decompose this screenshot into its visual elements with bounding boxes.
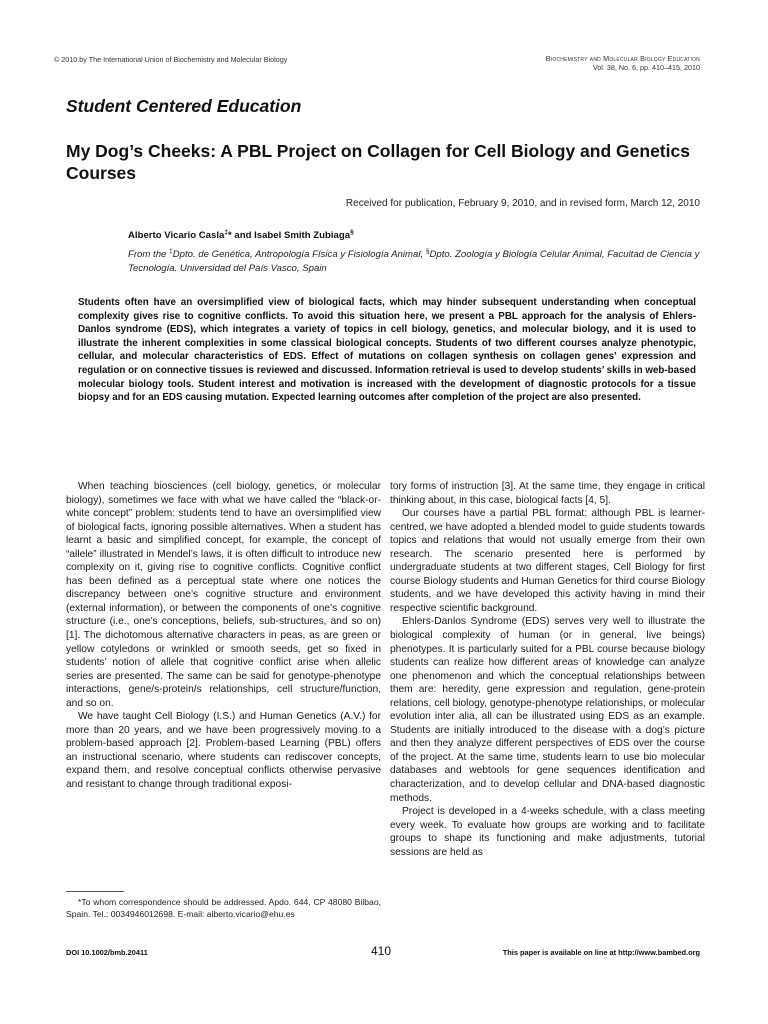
volume-info: Vol. 38, No. 6, pp. 410–415, 2010: [592, 63, 700, 72]
page-number: 410: [371, 944, 392, 958]
author-2-affil-mark: §: [350, 229, 354, 236]
doi: DOI 10.1002/bmb.20411: [66, 948, 148, 957]
section-title: Student Centered Education: [66, 96, 302, 116]
journal-header: [546, 54, 700, 72]
author-conjunction: and: [231, 230, 255, 242]
affiliation: [128, 245, 708, 276]
paragraph: tory forms of instruction [3]. At the same time, they engage in critical thinking about, in this case, biological facts [4, 5].: [390, 481, 705, 506]
paragraph: When teaching biosciences (cell biology, genetics, or molecular biology), sometimes we face with what we have called the “black-or-white concept” problem: students tend to have an oversimplified view of biological facts, ignoring possible alternatives. When a student has learnt a basic and simplified concept, for example, the concept of “allele” illustrated in Mendel’s laws, it is often difficult to introduce new complexity on it, giving rise to cognitive conflicts. Cognitive conflict has been defined as a perceptual state where one notices the discrepancy between one’s cognitive structure and environment (external information), or between the components of one’s cognitive structure (i.e., one’s conceptions, beliefs, sub-structures, and so on) [1]. The dichotomous alternative characters in peas, as are green or yellow cotyledons or wrinkled or smooth seeds, get so fixed in students’ notion of allele that cognitive conflict arise when allelic series are presented. The same can be said for genotype-phenotype interactions, gene/s-protein/s relationships, cell structure/function, and so on.: [66, 481, 381, 709]
journal-name: Biochemistry and Molecular Biology Education: [545, 54, 700, 63]
affil-mark-2: §: [425, 248, 430, 255]
footnote-text: *To whom correspondence should be addressed. Apdo. 644, CP 48080 Bilbao, Spain. Tel.: 0034946012698. E-mail: alberto.vicario@ehu.es: [66, 897, 381, 919]
paragraph: Our courses have a partial PBL format: although PBL is learner-centred, we have adopted a blended model to guide students towards topics and relations that would not usually emerge from their own research. The scenario presented here is performed by undergraduate students at two different stages, Cell Biology for first course Biology students and Human Genetics for third course Biology students, and we have developed this activity having in mind their respective scientific background.: [390, 508, 705, 614]
author-1-affil-mark: ‡: [224, 229, 228, 236]
article-title: My Dog’s Cheeks: A PBL Project on Collagen for Cell Biology and Genetics Courses: [66, 141, 690, 183]
author-line: [128, 229, 354, 241]
body-column-left: [66, 480, 381, 792]
paragraph: Project is developed in a 4-weeks schedule, with a class meeting every week. To evaluate how groups are working and to facilitate groups to shape its functioning and make adjustments, tutorial sessions are held as: [390, 806, 705, 858]
affil-dept-2: Dpto. Zoología y Biología Celular Animal, Facultad de Ciencia y Tecnología. Universidad del País Vasco, Spain: [128, 249, 700, 275]
paragraph: Ehlers-Danlos Syndrome (EDS) serves very well to illustrate the biological complexity of human (or in general, live beings) phenotypes. It is particularly suited for a PBL course because biology students can realize how different areas of knowledge can analyze one phenomenon and which the conceptual relationships between them are: heredity, gene expression and regulation, gene-protein relations, cell biology, genotype-phenotype relationships, or molecular evolution inter alia, all can be illustrated using EDS as an example. Students are initially introduced to the disease with a dog’s picture and then they analyze different perspectives of EDS over the course of the project. At the same time, students learn to use bio molecular databases and webtools for gene sequences identification and characterization, and to develop cellular and DNA-based diagnostic methods.: [390, 616, 705, 804]
body-column-right: [390, 480, 705, 859]
copyright-notice: © 2010 by The International Union of Biochemistry and Molecular Biology: [54, 55, 288, 64]
corresponding-star: *: [227, 230, 232, 242]
received-date: Received for publication, February 9, 2010, and in revised form, March 12, 2010: [345, 198, 700, 209]
footnote-divider: [66, 891, 124, 892]
abstract: Students often have an oversimplified view of biological facts, which may hinder subsequent understanding when conceptual complexity gives rise to cognitive conflicts. To avoid this situation here, we present a PBL approach for the analysis of Ehlers-Danlos syndrome (EDS), which integrates a variety of topics in cell biology, genetics, and molecular biology, and it is used to illustrate the inherent complexities in some classical biological concepts. Students of two different courses analyze phenotypic, cellular, and molecular characteristics of EDS. Effect of mutations on collagen synthesis on collagen genes’ expression and regulation or on connective tissues is reviewed and discussed. Information retrieval is used to develop students’ skills in web-based molecular biology tools. Student interest and motivation is increased with the development of diagnostic protocols for a tissue biopsy and for an EDS causing mutation. Expected learning outcomes after completion of the project are also presented.: [78, 297, 696, 404]
author-2: Isabel Smith Zubiaga: [254, 230, 351, 242]
affil-prefix: From the: [128, 249, 170, 261]
paragraph: We have taught Cell Biology (I.S.) and Human Genetics (A.V.) for more than 20 years, and we have been progressively moving to a problem-based approach [2]. Problem-based Learning (PBL) offers an instructional scenario, where students can rediscover concepts, expand them, and resolve conceptual conflicts otherwise pervasive and resistant to change through traditional exposi-: [66, 711, 381, 791]
availability-notice: This paper is available on line at http://www.bambed.org: [502, 948, 700, 957]
footnote: [66, 897, 381, 920]
affil-dept-1: Dpto. de Genética, Antropología Física y Fisiología Animal,: [172, 249, 426, 261]
author-1: Alberto Vicario Casla: [128, 230, 225, 242]
affil-mark-1: ‡: [169, 248, 173, 255]
